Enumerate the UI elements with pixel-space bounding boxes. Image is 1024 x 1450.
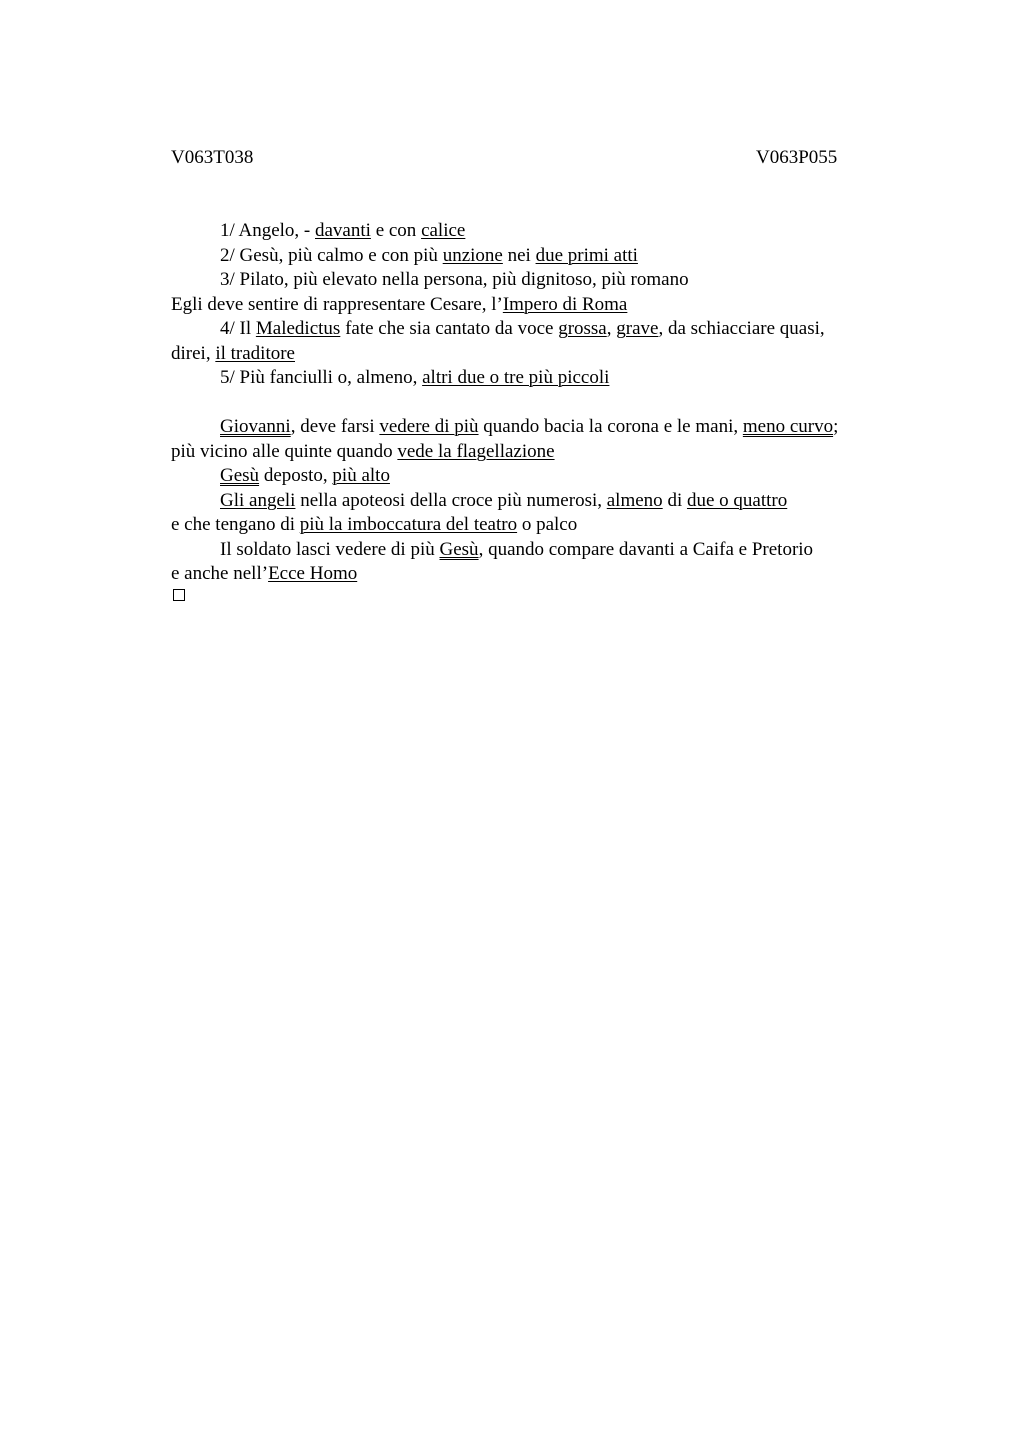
text-line <box>171 464 901 489</box>
text-line <box>171 317 901 342</box>
text-segment: ; <box>833 416 839 437</box>
text-segment: Il soldato lasci vedere di più <box>220 538 440 560</box>
document-code-left: V063T038 <box>171 147 254 168</box>
text-line <box>171 489 901 514</box>
text-line <box>171 513 901 538</box>
text-line <box>171 562 901 587</box>
underlined-text: calice <box>421 220 466 241</box>
text-segment: , <box>606 318 617 339</box>
underlined-text: vede la flagellazione <box>397 440 555 462</box>
double-underlined-text: Gesù <box>220 465 260 486</box>
underlined-text: due o quattro <box>686 489 788 511</box>
underlined-text: Maledictus <box>255 318 341 339</box>
document-body <box>171 219 901 587</box>
text-segment: e anche nell’ <box>171 563 269 584</box>
text-segment: nei <box>502 244 536 266</box>
underlined-text: grave <box>616 318 659 339</box>
text-segment: di <box>662 489 687 511</box>
text-segment: nella apoteosi della croce più numerosi, <box>295 489 607 511</box>
text-segment: fate che sia cantato da voce <box>340 318 559 339</box>
text-line <box>171 440 901 465</box>
underlined-text: Ecce Homo <box>268 563 358 584</box>
underlined-text: più alto <box>332 465 390 486</box>
text-segment: , quando compare davanti a Caifa e Pretorio <box>478 538 814 560</box>
paragraph-gap <box>171 391 901 416</box>
text-segment: e con <box>370 220 422 241</box>
underlined-text: davanti <box>315 220 371 241</box>
underlined-text: due primi atti <box>535 244 638 266</box>
text-line <box>171 366 901 391</box>
text-segment: , da schiacciare quasi, <box>658 318 825 339</box>
text-segment: 3/ Pilato, più elevato nella persona, più dignitoso, più romano <box>220 269 689 290</box>
checkbox-square-glyph <box>173 589 185 601</box>
double-underlined-text: Giovanni <box>220 416 291 437</box>
underlined-text: più la imboccatura del teatro <box>299 514 518 535</box>
underlined-text: altri due o tre più piccoli <box>422 367 610 388</box>
text-line <box>171 268 901 293</box>
text-line <box>171 538 901 563</box>
text-segment: deposto, <box>259 465 333 486</box>
underlined-text: almeno <box>606 489 663 511</box>
text-segment: 1/ Angelo, - <box>220 220 315 241</box>
text-segment: quando bacia la corona e le mani, <box>478 416 743 437</box>
underlined-text: Impero di Roma <box>502 293 628 315</box>
text-segment: e che tengano di <box>171 514 300 535</box>
text-segment: 2/ Gesù, più calmo e con più <box>220 244 443 266</box>
text-segment: Egli deve sentire di rappresentare Cesare, l’ <box>171 293 503 315</box>
underlined-text: Gli angeli <box>220 489 296 511</box>
text-segment: 4/ Il <box>220 318 256 339</box>
text-segment: , deve farsi <box>290 416 380 437</box>
text-segment: 5/ Più fanciulli o, almeno, <box>220 367 423 388</box>
text-line <box>171 219 901 244</box>
text-line <box>171 415 901 440</box>
underlined-text: grossa <box>558 318 607 339</box>
underlined-text: vedere di più <box>379 416 479 437</box>
double-underlined-text: Gesù <box>439 538 479 560</box>
text-segment: o palco <box>517 514 578 535</box>
double-underlined-text: meno curvo <box>742 416 834 437</box>
text-line <box>171 244 901 269</box>
text-line <box>171 293 901 318</box>
text-segment: più vicino alle quinte quando <box>171 440 398 462</box>
document-code-right: V063P055 <box>756 147 838 168</box>
underlined-text: unzione <box>442 244 503 266</box>
text-line <box>171 342 901 367</box>
text-segment: direi, <box>171 342 216 364</box>
underlined-text: il traditore <box>215 342 295 364</box>
